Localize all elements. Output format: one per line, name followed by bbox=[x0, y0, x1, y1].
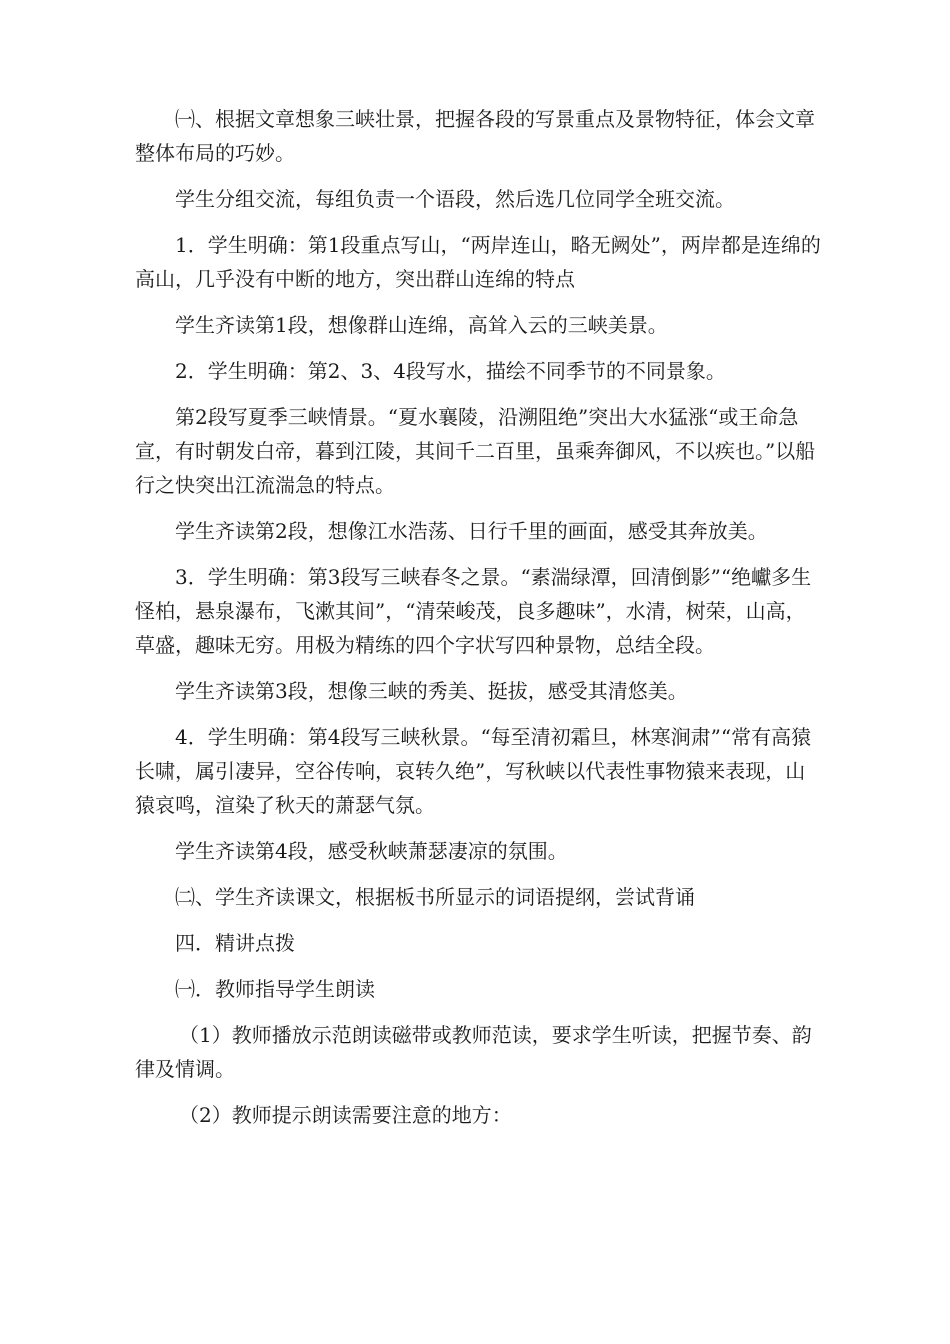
paragraph-summer-scene: 第2段写夏季三峡情景。“夏水襄陵，沿溯阻绝”突出大水猛涨“或王命急宣，有时朝发白帝，暮到江陵，其间千二百里，虽乘奔御风，不以疾也。”以船行之快突出江流湍急的特点。 bbox=[135, 405, 816, 497]
paragraph-point-4: 4．学生明确：第4段写三峡秋景。“每至清初霜旦，林寒涧肃”“常有高猿长啸，属引凄异，空谷传响，哀转久绝”，写秋峡以代表性事物猿来表现，山猿哀鸣，渲染了秋天的萧瑟气氛。 bbox=[135, 725, 812, 817]
heading-reading-guidance: ㈠．教师指导学生朗读 bbox=[175, 977, 375, 1001]
paragraph-section-1-heading: ㈠、根据文章想象三峡壮景，把握各段的写景重点及景物特征，体会文章整体布局的巧妙。 bbox=[135, 107, 815, 165]
paragraph-point-1: 1．学生明确：第1段重点写山，“两岸连山，略无阙处”，两岸都是连绵的高山，几乎没有中断的地方，突出群山连绵的特点 bbox=[135, 233, 821, 291]
paragraph-read-section-3: 学生齐读第3段，想像三峡的秀美、挺拔，感受其清悠美。 bbox=[175, 679, 688, 703]
paragraph-step-2: （2）教师提示朗读需要注意的地方： bbox=[179, 1103, 512, 1127]
paragraph-point-3: 3．学生明确：第3段写三峡春冬之景。“素湍绿潭，回清倒影”“绝巘多生怪柏，悬泉瀑布，飞漱其间”，“清荣峻茂，良多趣味”，水清，树荣，山高，草盛，趣味无穷。用极为精练的四个字状写四种景物，总结全段。 bbox=[135, 565, 812, 657]
paragraph-read-section-2: 学生齐读第2段，想像江水浩荡、日行千里的画面，感受其奔放美。 bbox=[175, 519, 768, 543]
document-body bbox=[135, 102, 825, 1144]
heading-part-4: 四．精讲点拨 bbox=[175, 931, 295, 955]
paragraph-section-2-heading: ㈡、学生齐读课文，根据板书所显示的词语提纲，尝试背诵 bbox=[175, 885, 695, 909]
paragraph-read-section-4: 学生齐读第4段，感受秋峡萧瑟凄凉的氛围。 bbox=[175, 839, 568, 863]
paragraph-point-2: 2．学生明确：第2、3、4段写水，描绘不同季节的不同景象。 bbox=[175, 359, 726, 383]
paragraph-read-section-1: 学生齐读第1段，想像群山连绵，高耸入云的三峡美景。 bbox=[175, 313, 668, 337]
paragraph-step-1: （1）教师播放示范朗读磁带或教师范读，要求学生听读，把握节奏、韵律及情调。 bbox=[135, 1023, 812, 1081]
paragraph-group-exchange: 学生分组交流，每组负责一个语段，然后选几位同学全班交流。 bbox=[175, 187, 735, 211]
